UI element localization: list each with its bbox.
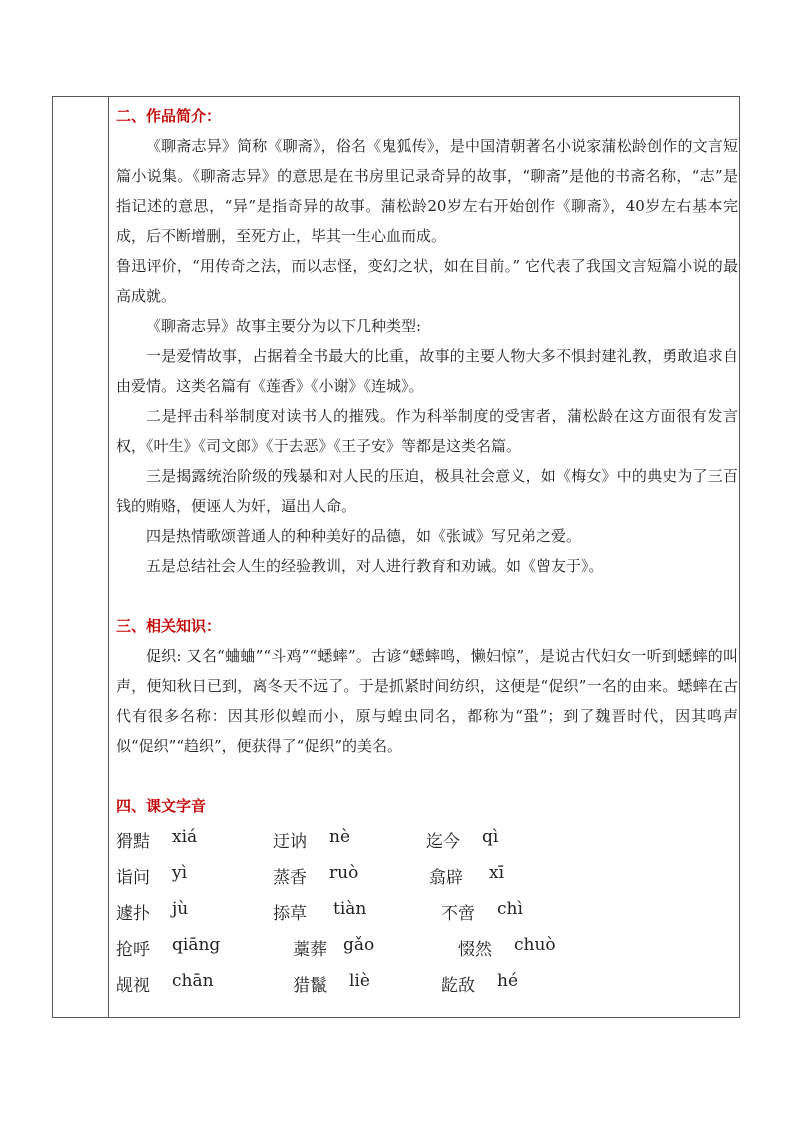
- vocab-pinyin: gǎo: [343, 935, 375, 955]
- vocab-row: [116, 965, 738, 1001]
- vocab-word: 蒸香: [273, 868, 307, 888]
- content-cell: [116, 101, 738, 1001]
- intro-paragraph: 《聊斋志异》简称《聊斋》，俗名《鬼狐传》，是中国清朝著名小说家蒲松龄创作的文言短篇小说集。《聊斋志异》的意思是在书房里记录奇异的故事，“聊斋”是他的书斋名称，“志”是指记述的意思，“异”是指奇异的故事。蒲松龄20岁左右开始创作《聊斋》，40岁左右基本完成，后不断增删，至死方止，毕其一生心血而成。: [116, 137, 738, 245]
- left-column: [53, 97, 109, 1017]
- vocab-word: 遽扑: [116, 904, 150, 924]
- vocab-word: 藁葬: [293, 940, 327, 960]
- vocab-word: 龁敌: [441, 976, 475, 996]
- type-1-paragraph: 一是爱情故事，占据着全书最大的比重，故事的主要人物大多不惧封建礼教，勇敢追求自由爱情。这类名篇有《莲香》《小谢》《连城》。: [116, 347, 738, 395]
- document-table: [52, 96, 740, 1018]
- vocab-word: 惙然: [458, 940, 492, 960]
- vocab-row: [116, 857, 738, 893]
- section-3-heading: 三、相关知识：: [116, 617, 222, 635]
- vocab-pinyin: chān: [172, 971, 214, 991]
- vocab-pinyin: chuò: [514, 935, 556, 955]
- vocab-word: 迄今: [426, 832, 460, 852]
- vocab-word: 猾黠: [116, 832, 150, 852]
- vocab-pinyin: xī: [489, 863, 505, 883]
- vocab-pinyin: jù: [172, 899, 189, 919]
- vocab-pinyin: yì: [172, 863, 188, 883]
- vocab-word: 迂讷: [273, 832, 307, 852]
- section-2-heading: 二、作品简介：: [116, 107, 222, 125]
- vocab-word: 猎鬣: [293, 976, 327, 996]
- vocab-pinyin: tiàn: [333, 899, 367, 919]
- type-2-paragraph: 二是抨击科举制度对读书人的摧残。作为科举制度的受害者，蒲松龄在这方面很有发言权，《叶生》《司文郎》《于去恶》《王子安》等都是这类名篇。: [116, 407, 738, 455]
- type-3-paragraph: 三是揭露统治阶级的残暴和对人民的压迫，极具社会意义，如《梅女》中的典史为了三百钱的贿赂，便诬人为奸，逼出人命。: [116, 467, 738, 515]
- vocab-word: 掭草: [273, 904, 307, 924]
- vocab-word: 翕辟: [429, 868, 463, 888]
- vocab-pinyin: chì: [497, 899, 523, 919]
- types-intro-paragraph: 《聊斋志异》故事主要分为以下几种类型:: [146, 317, 422, 335]
- vocab-pinyin: hé: [497, 971, 519, 991]
- vocab-pinyin: liè: [349, 971, 370, 991]
- vocab-word: 抢呼: [116, 940, 150, 960]
- vocab-pinyin: ruò: [329, 863, 359, 883]
- vocab-row: [116, 893, 738, 929]
- vocab-pinyin: qiāng: [172, 935, 221, 955]
- section-4-heading: 四、课文字音: [116, 797, 207, 815]
- cuzhi-paragraph: 促织: 又名“蛐蛐”“斗鸡”“蟋蟀”。古谚“蟋蟀鸣，懒妇惊”，是说古代妇女一听到蟋蟀的叫声，便知秋日已到，离冬天不远了。于是抓紧时间纺织，这便是“促织”一名的由来。蟋蟀在古代有很多名称：因其形似蝗而小，原与蝗虫同名，都称为“蛩”；到了魏晋时代，因其鸣声似“促织”“趋织”，便获得了“促织”的美名。: [116, 647, 738, 755]
- type-4-paragraph: 四是热情歌颂普通人的种种美好的品德，如《张诚》写兄弟之爱。: [146, 527, 582, 545]
- vocab-pinyin: nè: [329, 827, 351, 847]
- vocab-word: 不啻: [441, 904, 475, 924]
- type-5-paragraph: 五是总结社会人生的经验教训，对人进行教育和劝诫。如《曾友于》。: [146, 557, 604, 575]
- luxun-paragraph: 鲁迅评价，“用传奇之法，而以志怪，变幻之状，如在目前。” 它代表了我国文言短篇小说的最高成就。: [116, 257, 738, 305]
- vocab-row: [116, 929, 738, 965]
- vocab-pinyin: xiá: [172, 827, 198, 847]
- vocab-pinyin: qì: [482, 827, 499, 847]
- vocab-word: 诣问: [116, 868, 150, 888]
- vocab-word: 觇视: [116, 976, 150, 996]
- vocab-row: [116, 821, 738, 857]
